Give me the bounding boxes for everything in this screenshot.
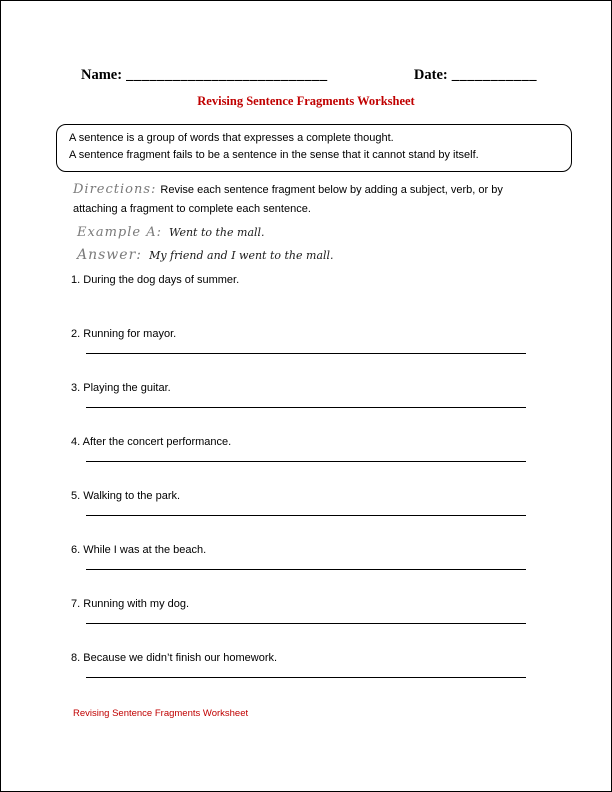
directions [73, 180, 528, 218]
date-field [414, 67, 537, 84]
items-list [71, 270, 533, 702]
worksheet-item [71, 378, 533, 432]
worksheet-item [71, 432, 533, 486]
item-text: Walking to the park. [83, 490, 181, 502]
date-blank-line: ___________ [451, 67, 537, 83]
item-text: Because we didn’t finish our homework. [83, 652, 278, 664]
worksheet-item [71, 324, 533, 378]
answer-label: Answer: [77, 246, 142, 263]
answer-sentence: My friend and I went to the mall. [149, 248, 334, 262]
example-row [77, 223, 334, 243]
worksheet-item [71, 594, 533, 648]
definition-line-1: A sentence is a group of words that expresses a complete thought. [69, 132, 394, 144]
worksheet-item [71, 270, 533, 324]
example-label: Example A: [77, 225, 162, 240]
definition-line-2: A sentence fragment fails to be a sentence in the sense that it cannot stand by itself. [69, 149, 479, 162]
answer-row [77, 245, 334, 266]
worksheet-item [71, 486, 533, 540]
answer-line [86, 515, 526, 516]
item-text: Running for mayor. [83, 328, 177, 340]
answer-line [86, 407, 526, 408]
answer-line [86, 569, 526, 570]
answer-line [86, 623, 526, 624]
item-text: During the dog days of summer. [83, 274, 240, 286]
answer-line [86, 677, 526, 678]
footer-title: Revising Sentence Fragments Worksheet [73, 708, 249, 719]
answer-line [86, 461, 526, 462]
name-label: Name: [81, 67, 123, 83]
item-number: 4. [71, 436, 81, 448]
definition-box [56, 124, 572, 172]
item-number: 6. [71, 544, 81, 556]
directions-label: Directions: [73, 182, 157, 197]
item-number: 7. [71, 598, 81, 610]
item-text: Playing the guitar. [83, 382, 171, 394]
name-blank-line: __________________________ [126, 67, 328, 83]
page-title: Revising Sentence Fragments Worksheet [197, 94, 415, 108]
item-number: 1. [71, 274, 81, 286]
date-label: Date: [413, 67, 448, 83]
example-block [77, 223, 334, 268]
item-number: 2. [71, 328, 81, 340]
item-number: 5. [71, 490, 81, 502]
name-field [81, 67, 328, 84]
example-sentence: Went to the mall. [169, 226, 265, 239]
item-text: After the concert performance. [82, 436, 232, 448]
item-text: While I was at the beach. [83, 544, 207, 556]
answer-line [86, 353, 526, 354]
worksheet-item [71, 540, 533, 594]
worksheet-item [71, 648, 533, 702]
item-number: 8. [71, 652, 81, 664]
item-number: 3. [71, 382, 81, 394]
header-row [81, 67, 537, 84]
directions-text: Revise each sentence fragment below by adding a subject, verb, or by attaching a fragment to complete each sentence. [73, 184, 503, 215]
item-text: Running with my dog. [83, 598, 190, 610]
